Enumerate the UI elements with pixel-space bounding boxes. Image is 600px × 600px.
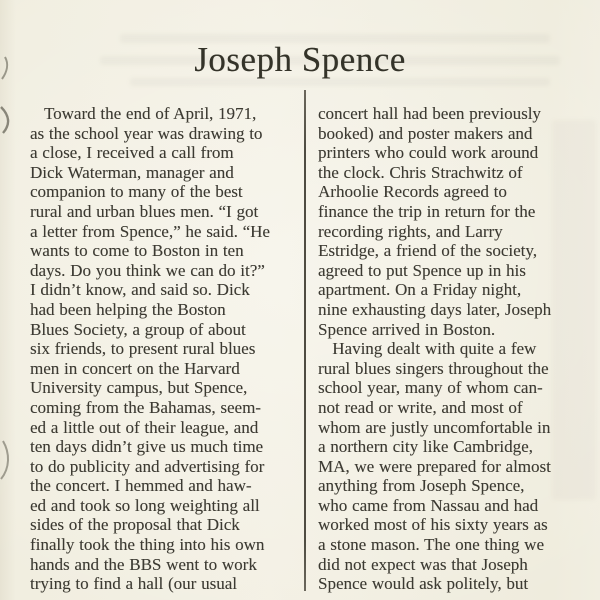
text-line: MA, we were prepared for almost [318, 456, 551, 476]
text-line: Spence would ask politely, but [318, 574, 529, 594]
text-line: days. Do you think we can do it?” [30, 260, 265, 280]
text-line: had been helping the Boston [30, 299, 226, 319]
text-line: University campus, but Spence, [30, 378, 248, 398]
text-line: anything from Joseph Spence, [318, 476, 525, 496]
text-line: not read or write, and most of [318, 397, 523, 417]
text-line: sides of the proposal that Dick [30, 515, 240, 535]
text-line: to do publicity and advertising for [30, 456, 265, 476]
left-column [30, 104, 302, 594]
scan-mark [1, 441, 8, 479]
text-line: rural and urban blues men. “I got [30, 201, 259, 221]
text-line: coming from the Bahamas, seem- [30, 397, 261, 417]
text-line: Arhoolie Records agreed to [318, 182, 507, 202]
text-line: Estridge, a friend of the society, [318, 241, 538, 261]
page-title: Joseph Spence [194, 40, 406, 79]
text-line: finance the trip in return for the [318, 201, 536, 221]
text-line: did not expect was that Joseph [318, 554, 528, 574]
text-line: finally took the thing into his own [30, 535, 265, 555]
text-line: worked most of his sixty years as [318, 515, 548, 535]
text-line: wants to come to Boston in ten [30, 241, 244, 261]
text-line: agreed to put Spence up in his [318, 260, 526, 280]
text-line: a letter from Spence,” he said. “He [30, 221, 270, 241]
text-line: men in concert on the Harvard [30, 358, 240, 378]
text-line: rural blues singers throughout the [318, 358, 549, 378]
text-line: recording rights, and Larry [318, 221, 503, 241]
text-line: booked) and poster makers and [318, 123, 533, 143]
text-line: the clock. Chris Strachwitz of [318, 162, 523, 182]
text-line: ed a little out of their league, and [30, 417, 259, 437]
text-line: a close, I received a call from [30, 143, 234, 163]
text-line: Having dealt with quite a few [318, 339, 537, 359]
scan-mark [1, 107, 8, 133]
text-line: Toward the end of April, 1971, [30, 104, 257, 123]
text-line: whom are justly uncomfortable in [318, 417, 551, 437]
column-divider [304, 90, 306, 591]
text-line: six friends, to present rural blues [30, 339, 256, 359]
text-line: I didn’t know, and said so. Dick [30, 280, 250, 300]
text-line: Blues Society, a group of about [30, 319, 246, 339]
text-line: apartment. On a Friday night, [318, 280, 522, 300]
right-column [318, 104, 590, 594]
text-line: trying to find a hall (our usual [30, 574, 237, 594]
text-line: a northern city like Cambridge, [318, 437, 533, 457]
text-line: nine exhausting days later, Joseph [318, 299, 552, 319]
text-line: printers who could work around [318, 143, 539, 163]
text-line: as the school year was drawing to [30, 123, 263, 143]
text-line: concert hall had been previously [318, 104, 541, 123]
text-line: a stone mason. The one thing we [318, 535, 545, 555]
text-line: ten days didn’t give us much time [30, 437, 264, 457]
text-line: companion to many of the best [30, 182, 243, 202]
text-line: who came from Nassau and had [318, 495, 539, 515]
text-line: hands and the BBS went to work [30, 554, 257, 574]
scan-artifact-marks [0, 0, 20, 600]
text-line: ed and took so long weighting all [30, 495, 260, 515]
text-line: the concert. I hemmed and haw- [30, 476, 252, 496]
text-line: school year, many of whom can- [318, 378, 543, 398]
text-line: Dick Waterman, manager and [30, 162, 234, 182]
text-line: Spence arrived in Boston. [318, 319, 496, 339]
